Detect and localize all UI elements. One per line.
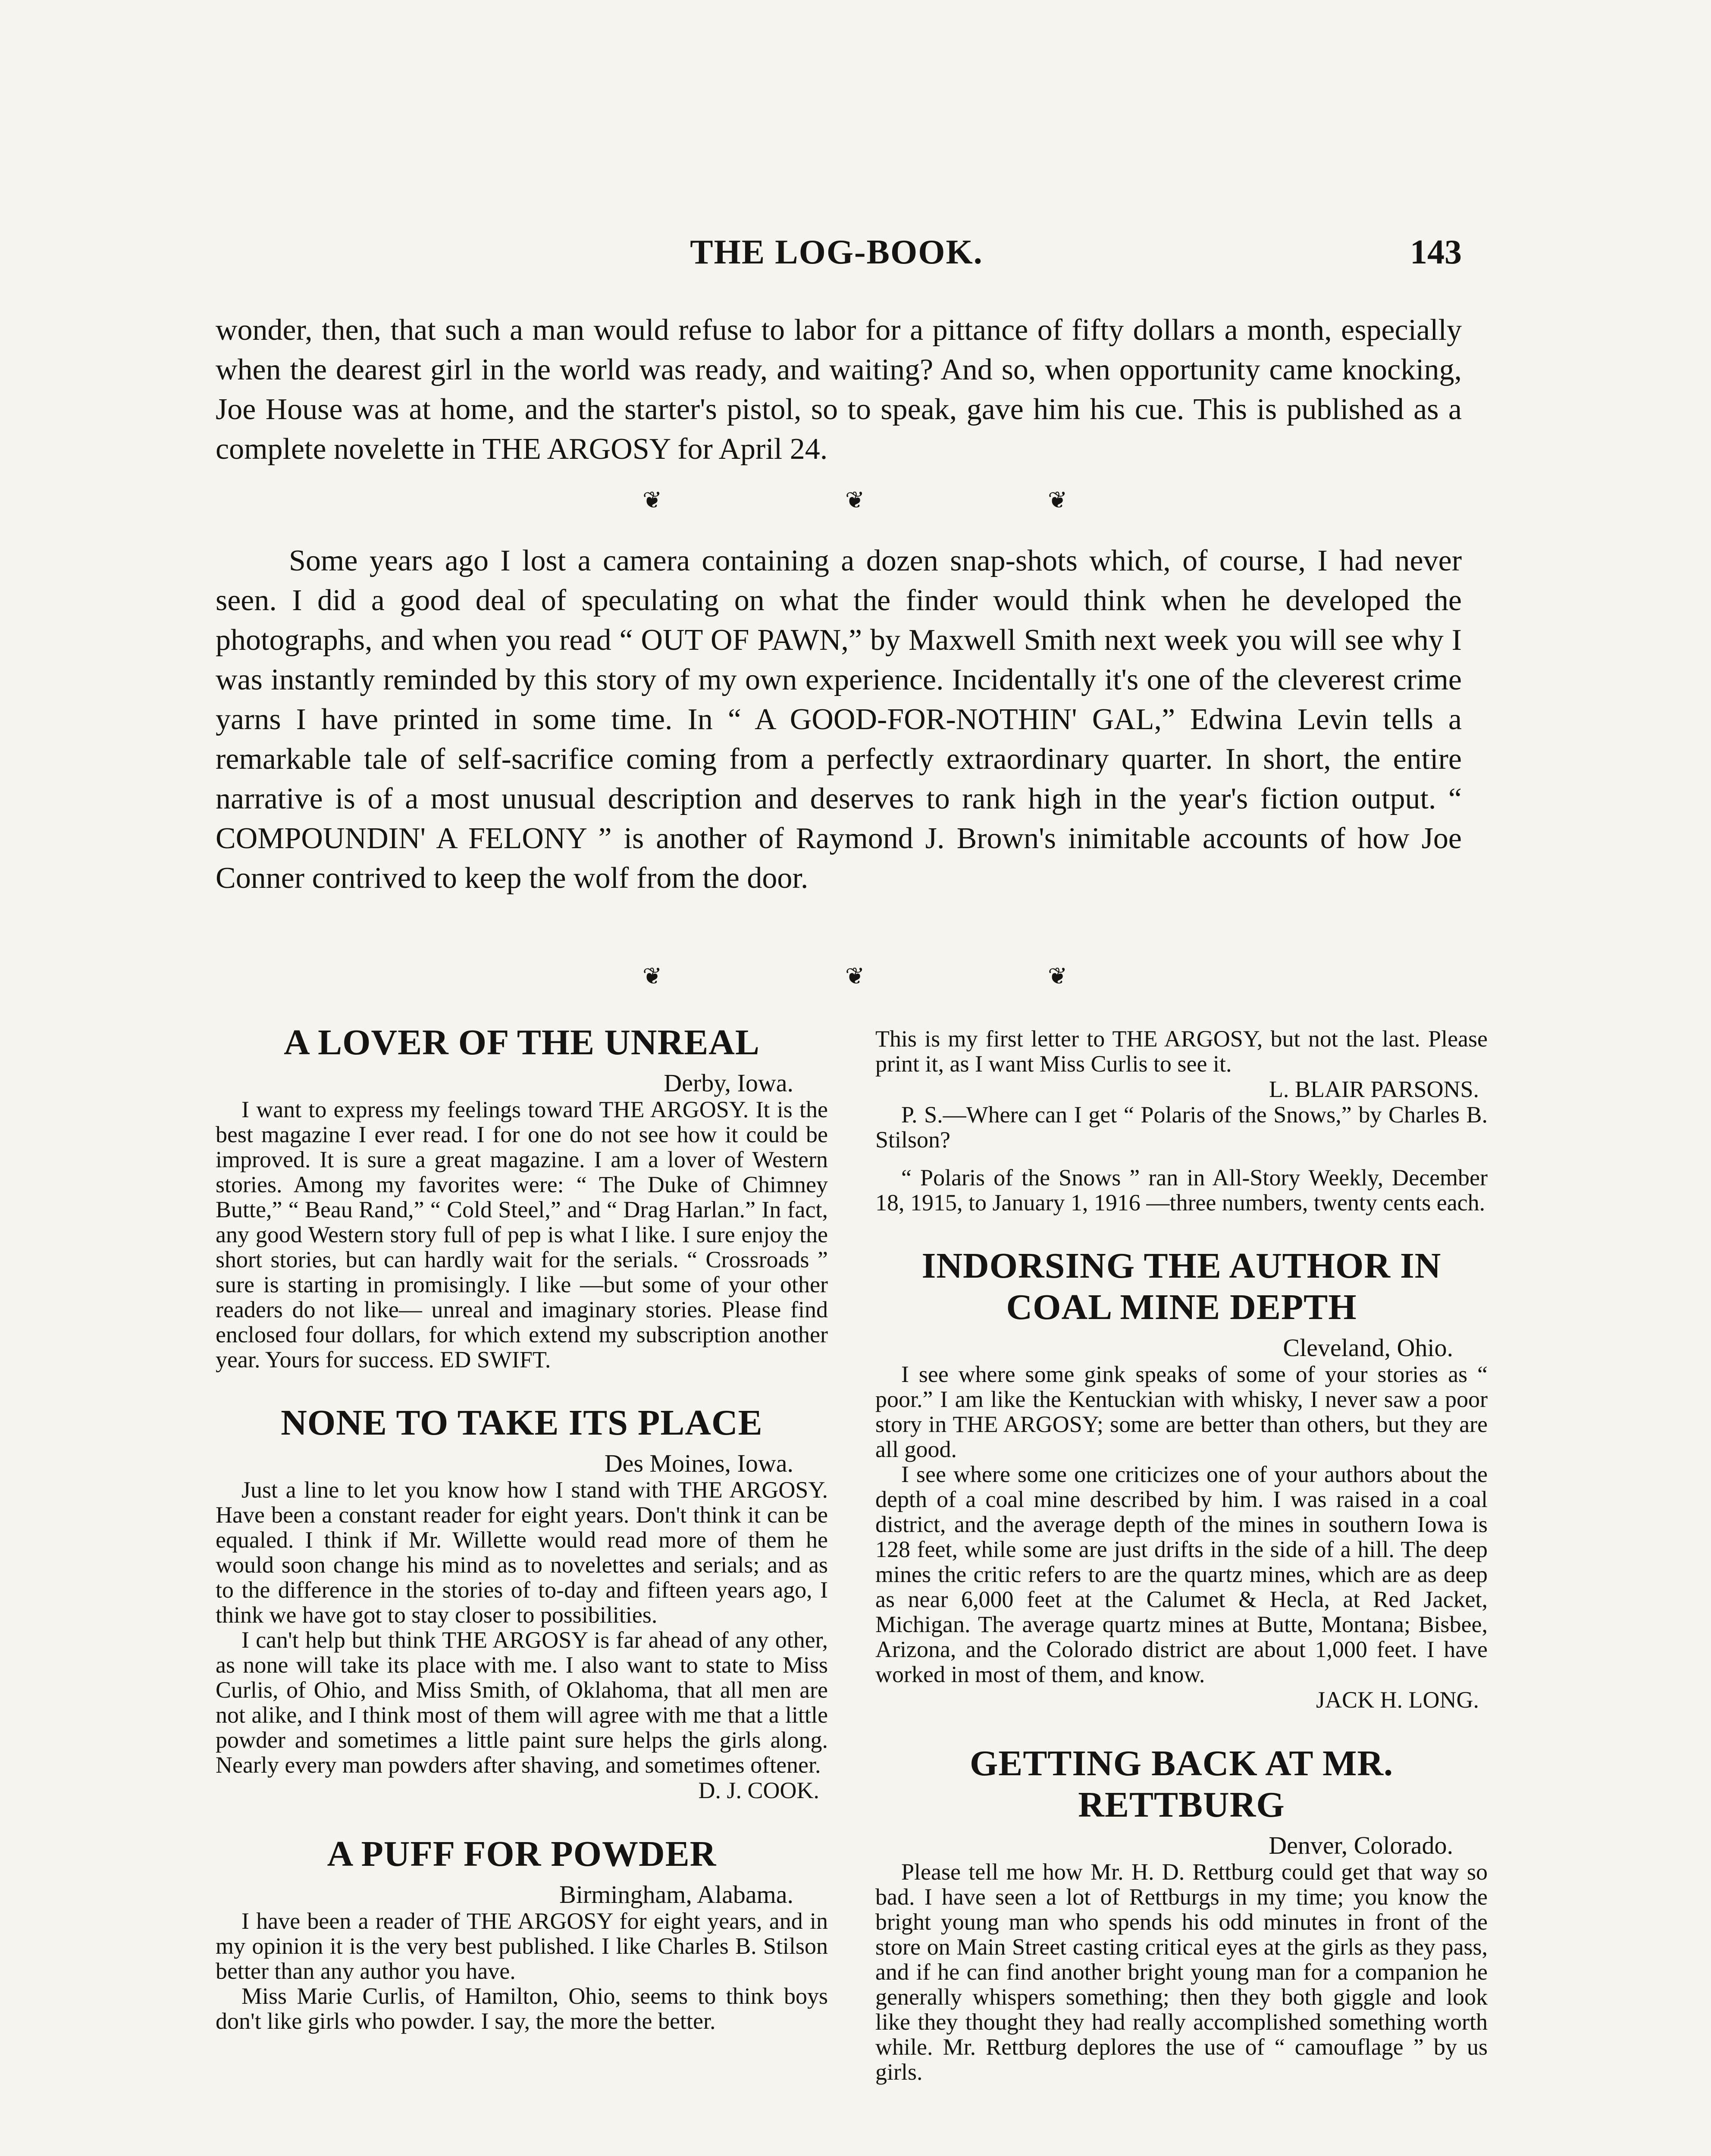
letter bbox=[875, 1245, 1488, 1713]
letter-location: Derby, Iowa. bbox=[664, 1069, 793, 1097]
page-header bbox=[211, 233, 1462, 276]
editorial-text: wonder, then, that such a man would refuse to labor for a pittance of fifty dollars a month, especially when the dearest girl in the world was ready, and waiting? And so, when opportunity came knocking, Joe House was at home, and the starter's pistol, so to speak, gave him his cue. This is published as a complete novelette in THE ARGOSY for April 24. bbox=[216, 313, 1462, 466]
letter-body: Just a line to let you know how I stand with THE ARGOSY. Have been a constant reader for eight years. Don't think it can be equaled. I think if Mr. Willette would read more of them he would soon change his mind as to novelettes and serials; and as to the difference in the stories of to-day and fifteen years ago, I think we have got to stay closer to possibilities. bbox=[216, 1477, 828, 1628]
letter-signature: D. J. COOK. bbox=[698, 1777, 819, 1803]
ornament-divider bbox=[642, 962, 1082, 993]
letter-body: I can't help but think THE ARGOSY is far ahead of any other, as none will take its place with me. I also want to state to Miss Curlis, of Ohio, and Miss Smith, of Oklahoma, that all men are not alike, and I think most of them will agree with me that a little powder and sometimes a little paint sure helps the girls along. Nearly every man powders after shaving, and sometimes oftener. bbox=[216, 1627, 828, 1778]
page-number: 143 bbox=[1410, 233, 1462, 271]
letter-location: Des Moines, Iowa. bbox=[604, 1449, 793, 1477]
letter-continued bbox=[875, 1026, 1488, 1215]
editorial-paragraph-2 bbox=[216, 541, 1462, 898]
letter-location: Denver, Colorado. bbox=[1269, 1831, 1453, 1859]
left-column bbox=[216, 1022, 828, 2156]
leaf-ornament-icon: ❦ bbox=[1048, 963, 1068, 989]
letter-signature: JACK H. LONG. bbox=[1316, 1687, 1479, 1713]
letter-body: I see where some gink speaks of some of your stories as “ poor.” I am like the Kentuckian with whisky, I never saw a poor story in THE ARGOSY; some are better than others, but they are all good. bbox=[875, 1361, 1488, 1462]
letter bbox=[216, 1833, 828, 2034]
letter-location: Cleveland, Ohio. bbox=[1283, 1334, 1453, 1362]
letter-body: This is my first letter to THE ARGOSY, but not the last. Please print it, as I want Miss Curlis to see it. bbox=[875, 1026, 1488, 1077]
letter-heading: GETTING BACK AT MR. RETTBURG bbox=[969, 1743, 1394, 1825]
letter-heading: A LOVER OF THE UNREAL bbox=[284, 1022, 760, 1062]
letter-heading: A PUFF FOR POWDER bbox=[327, 1834, 717, 1874]
letter-heading: NONE TO TAKE ITS PLACE bbox=[281, 1403, 763, 1443]
ornament-divider bbox=[642, 486, 1082, 517]
right-column bbox=[875, 1026, 1488, 2156]
leaf-ornament-icon: ❦ bbox=[845, 963, 865, 989]
letter-body: I see where some one criticizes one of your authors about the depth of a coal mine described by him. I was raised in a coal district, and the average depth of the mines in southern Iowa is 128 feet, while some are just drifts in the side of a hill. The deep mines the critic refers to are the quartz mines, which are as deep as near 6,000 feet at the Calumet & Hecla, at Red Jacket, Michigan. The average quartz mines at Butte, Montana; Bisbee, Arizona, and the Colorado district are about 1,000 feet. I have worked in most of them, and know. bbox=[875, 1461, 1488, 1687]
editorial-paragraph-1 bbox=[216, 310, 1462, 469]
letter-signature: L. BLAIR PARSONS. bbox=[1269, 1076, 1479, 1102]
letter-body: I want to express my feelings toward THE ARGOSY. It is the best magazine I ever read. I for one do not see how it could be improved. It is sure a great magazine. I am a lover of Western stories. Among my favorites were: “ The Duke of Chimney Butte,” “ Beau Rand,” “ Cold Steel,” and “ Drag Harlan.” In fact, any good Western story full of pep is what I like. I sure enjoy the short stories, but can hardly wait for the serials. “ Crossroads ” sure is starting in promisingly. I like —but some of your other readers do not like— unreal and imaginary stories. Please find enclosed four dollars, for which extend my subscription another year. Yours for success. ED SWIFT. bbox=[216, 1097, 828, 1373]
letter bbox=[216, 1022, 828, 1372]
letter bbox=[875, 1743, 1488, 2084]
letter-body: I have been a reader of THE ARGOSY for eight years, and in my opinion it is the very best published. I like Charles B. Stilson better than any author you have. bbox=[216, 1908, 828, 1984]
editor-reply: “ Polaris of the Snows ” ran in All-Story Weekly, December 18, 1915, to January 1, 1916 —three numbers, twenty cents each. bbox=[875, 1165, 1488, 1216]
letter-body: Please tell me how Mr. H. D. Rettburg could get that way so bad. I have seen a lot of Rettburgs in my time; you know the bright young man who spends his odd minutes in front of the store on Main Street casting critical eyes at the girls as they pass, and if he can find another bright young man for a companion he generally whispers something; then they both giggle and look like they thought they had really accomplished something worth while. Mr. Rettburg deplores the use of “ camouflage ” by us girls. bbox=[875, 1859, 1488, 2085]
letter bbox=[216, 1402, 828, 1803]
editorial-text: Some years ago I lost a camera containing a dozen snap-shots which, of course, I had never seen. I did a good deal of speculating on what the finder would think when he developed the photographs, and when you read “ OUT OF PAWN,” by Maxwell Smith next week you will see why I was instantly reminded by this story of my own experience. Incidentally it's one of the cleverest crime yarns I have printed in some time. In “ A GOOD-FOR-NOTHIN' GAL,” Edwina Levin tells a remarkable tale of self-sacrifice coming from a perfectly extraordinary quarter. In short, the entire narrative is of a most unusual description and deserves to rank high in the year's fiction output. “ COMPOUNDIN' A FELONY ” is another of Raymond J. Brown's inimitable accounts of how Joe Conner contrived to keep the wolf from the door. bbox=[216, 544, 1462, 895]
leaf-ornament-icon: ❦ bbox=[642, 487, 662, 513]
leaf-ornament-icon: ❦ bbox=[1048, 487, 1068, 513]
leaf-ornament-icon: ❦ bbox=[845, 487, 865, 513]
leaf-ornament-icon: ❦ bbox=[642, 963, 662, 989]
running-head: THE LOG-BOOK. bbox=[690, 233, 983, 271]
letter-body: Miss Marie Curlis, of Hamilton, Ohio, seems to think boys don't like girls who powder. I say, the more the better. bbox=[216, 1983, 828, 2034]
letter-body: P. S.—Where can I get “ Polaris of the Snows,” by Charles B. Stilson? bbox=[875, 1102, 1488, 1153]
letter-location: Birmingham, Alabama. bbox=[559, 1880, 793, 1908]
letter-heading: INDORSING THE AUTHOR IN COAL MINE DEPTH bbox=[921, 1246, 1442, 1327]
